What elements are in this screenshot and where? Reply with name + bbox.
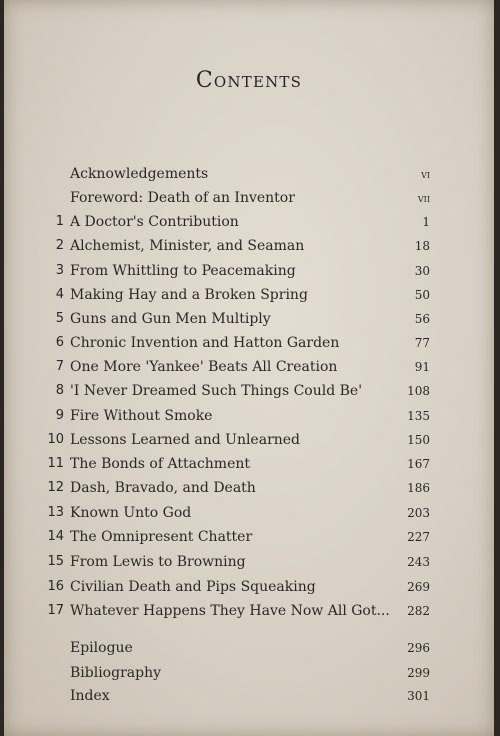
- toc-entry-page: 30: [414, 264, 430, 278]
- chapter-number: 17: [47, 603, 64, 618]
- toc-entry-title: Epilogue: [70, 640, 133, 656]
- chapter-number: 6: [55, 335, 64, 350]
- toc-entry-title: The Omnipresent Chatter: [70, 529, 253, 545]
- toc-entry-page: 296: [407, 641, 430, 655]
- toc-row: [4, 259, 494, 283]
- toc-row: [4, 550, 494, 574]
- toc-entry-page: 50: [414, 288, 430, 302]
- toc-entry-title: Whatever Happens They Have Now All Got...: [70, 603, 390, 619]
- toc-entry-title: Lessons Learned and Unlearned: [70, 432, 301, 448]
- toc-row: [4, 428, 494, 452]
- chapter-number: 11: [47, 456, 64, 471]
- toc-row: [4, 452, 494, 476]
- toc-entry-title: A Doctor's Contribution: [70, 214, 239, 230]
- toc-entry-title: Making Hay and a Broken Spring: [70, 287, 308, 303]
- toc-entry-title: The Bonds of Attachment: [70, 456, 251, 472]
- toc-entry-page: 167: [407, 457, 430, 471]
- toc-entry-title: Acknowledgements: [70, 166, 209, 182]
- chapter-number: 15: [47, 554, 64, 569]
- toc-entry-page: 1: [422, 215, 430, 229]
- toc-entry-page: 91: [414, 360, 430, 374]
- toc-row: [4, 476, 494, 500]
- toc-entry-title: Bibliography: [70, 665, 161, 681]
- toc-entry-title: Dash, Bravado, and Death: [70, 480, 256, 496]
- chapter-number: 3: [55, 263, 64, 278]
- toc-entry-page: 56: [414, 312, 430, 326]
- toc-entry-title: Known Unto God: [70, 505, 192, 521]
- toc-entry-title: One More 'Yankee' Beats All Creation: [70, 359, 338, 375]
- toc-entry-title: 'I Never Dreamed Such Things Could Be': [70, 383, 363, 399]
- book-page: [4, 0, 494, 736]
- chapter-number: 12: [47, 480, 64, 495]
- chapter-number: 2: [55, 238, 64, 253]
- toc-entry-title: From Lewis to Browning: [70, 554, 246, 570]
- toc-row: [4, 661, 494, 685]
- table-of-contents: [4, 0, 494, 736]
- toc-row: [4, 162, 494, 186]
- toc-entry-page: 243: [407, 555, 430, 569]
- toc-row: [4, 379, 494, 403]
- toc-entry-page: 18: [414, 239, 430, 253]
- toc-entry-title: Guns and Gun Men Multiply: [70, 311, 271, 327]
- toc-row: [4, 525, 494, 549]
- toc-entry-page: 203: [407, 506, 430, 520]
- toc-row: [4, 575, 494, 599]
- toc-row: [4, 684, 494, 708]
- chapter-number: 13: [47, 505, 64, 520]
- toc-entry-page: vi: [421, 167, 430, 181]
- toc-entry-page: 135: [407, 409, 430, 423]
- chapter-number: 10: [47, 432, 64, 447]
- toc-entry-title: Foreword: Death of an Inventor: [70, 190, 295, 206]
- chapter-number: 7: [55, 359, 64, 374]
- toc-entry-page: 108: [407, 384, 430, 398]
- toc-entry-page: 186: [407, 481, 430, 495]
- toc-entry-page: 150: [407, 433, 430, 447]
- chapter-number: 1: [55, 214, 64, 229]
- toc-row: [4, 501, 494, 525]
- chapter-number: 5: [55, 311, 64, 326]
- toc-row: [4, 186, 494, 210]
- toc-row: [4, 355, 494, 379]
- toc-row: [4, 331, 494, 355]
- toc-entry-title: Index: [70, 688, 110, 704]
- toc-row: [4, 307, 494, 331]
- toc-row: [4, 599, 494, 623]
- toc-row: [4, 234, 494, 258]
- toc-entry-page: 301: [407, 689, 430, 703]
- chapter-number: 14: [47, 529, 64, 544]
- toc-entry-title: Chronic Invention and Hatton Garden: [70, 335, 340, 351]
- toc-entry-title: Civilian Death and Pips Squeaking: [70, 579, 316, 595]
- toc-row: [4, 210, 494, 234]
- toc-entry-page: 227: [407, 530, 430, 544]
- toc-entry-page: 282: [407, 604, 430, 618]
- contents-title: Contents: [195, 68, 303, 93]
- toc-entry-page: 299: [407, 666, 430, 680]
- toc-entry-title: From Whittling to Peacemaking: [70, 263, 296, 279]
- toc-entry-title: Fire Without Smoke: [70, 408, 213, 424]
- toc-entry-title: Alchemist, Minister, and Seaman: [70, 238, 305, 254]
- chapter-number: 16: [47, 579, 64, 594]
- toc-entry-page: 77: [414, 336, 430, 350]
- chapter-number: 4: [55, 287, 64, 302]
- toc-row: [4, 636, 494, 660]
- chapter-number: 9: [55, 408, 64, 423]
- toc-entry-page: 269: [407, 580, 430, 594]
- toc-entry-page: vii: [417, 191, 430, 205]
- toc-row: [4, 283, 494, 307]
- chapter-number: 8: [55, 383, 64, 398]
- toc-row: [4, 404, 494, 428]
